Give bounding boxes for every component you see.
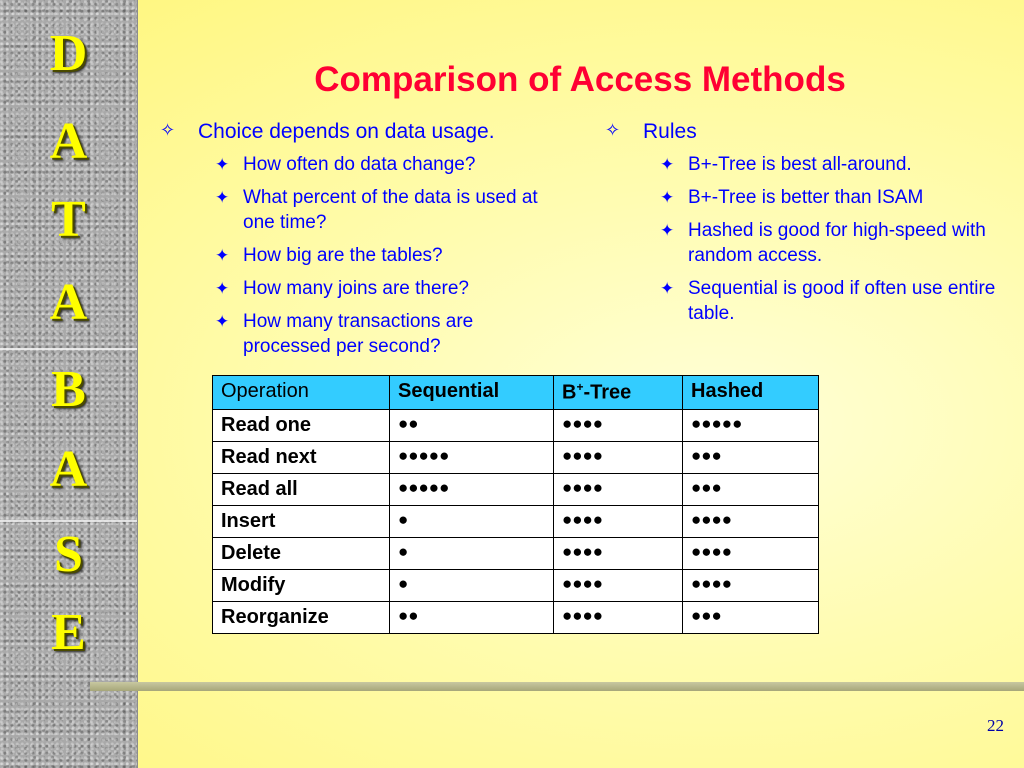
left-column: [160, 120, 560, 367]
cell-operation: Read all: [213, 473, 390, 505]
bullet-text: Hashed is good for high-speed with random access.: [688, 220, 986, 266]
sidebar-letter: D: [49, 25, 88, 82]
bullet-text: How often do data change?: [243, 154, 476, 175]
header-operation: Operation: [213, 376, 390, 410]
right-column: [605, 120, 1005, 334]
cell-sequential-rating: ●●●●●: [390, 441, 554, 473]
table-row: [213, 505, 819, 537]
cell-btree-rating: ●●●●: [554, 409, 683, 441]
four-point-star-icon: ✦: [215, 188, 230, 207]
cell-btree-rating: ●●●●: [554, 441, 683, 473]
table-header-row: [213, 376, 819, 410]
footer-rule: [90, 682, 1024, 691]
sidebar-letter: T: [51, 191, 86, 248]
sidebar: [0, 0, 138, 768]
cell-hashed-rating: ●●●●: [683, 505, 819, 537]
bullet-level1: [605, 120, 1005, 144]
cell-btree-rating: ●●●●: [554, 505, 683, 537]
sidebar-letter: A: [49, 441, 88, 498]
cell-hashed-rating: ●●●●: [683, 537, 819, 569]
cell-hashed-rating: ●●●: [683, 601, 819, 633]
four-point-star-icon: ✦: [215, 279, 230, 298]
cell-sequential-rating: ●●: [390, 601, 554, 633]
sidebar-letter: B: [51, 361, 86, 418]
cell-btree-rating: ●●●●: [554, 601, 683, 633]
table-row: [213, 601, 819, 633]
bullet-text: What percent of the data is used at one time?: [243, 187, 538, 233]
cell-sequential-rating: ●●: [390, 409, 554, 441]
header-hashed: Hashed: [683, 376, 819, 410]
table-row: [213, 569, 819, 601]
bullet-level2: [605, 276, 1003, 326]
bullet-level2: [605, 185, 1003, 210]
cell-sequential-rating: ●: [390, 537, 554, 569]
header-sequential: Sequential: [390, 376, 554, 410]
cell-hashed-rating: ●●●: [683, 441, 819, 473]
bullet-text: Choice depends on data usage.: [198, 120, 495, 143]
table-row: [213, 473, 819, 505]
sidebar-letter: S: [54, 526, 83, 583]
cell-sequential-rating: ●: [390, 505, 554, 537]
bullet-text: B+-Tree is better than ISAM: [688, 187, 924, 208]
header-btree-b: B: [562, 381, 577, 404]
header-btree-sup: +: [576, 380, 584, 394]
four-point-star-icon: ✦: [660, 188, 675, 207]
header-btree-suffix: -Tree: [583, 381, 632, 404]
cell-operation: Read one: [213, 409, 390, 441]
sidebar-letter: A: [49, 113, 88, 170]
cell-sequential-rating: ●: [390, 569, 554, 601]
bullet-level2: [605, 152, 1003, 177]
four-point-star-icon: ✦: [215, 246, 230, 265]
bullet-text: How big are the tables?: [243, 245, 443, 266]
table-row: [213, 441, 819, 473]
four-point-star-outline-icon: ✧: [160, 120, 176, 140]
cell-operation: Read next: [213, 441, 390, 473]
header-btree: [554, 376, 683, 410]
cell-operation: Reorganize: [213, 601, 390, 633]
four-point-star-outline-icon: ✧: [605, 120, 621, 140]
bullet-level2: [160, 309, 543, 359]
cell-hashed-rating: ●●●●●: [683, 409, 819, 441]
bullet-text: Rules: [643, 120, 697, 143]
table-row: [213, 537, 819, 569]
cell-operation: Modify: [213, 569, 390, 601]
cell-sequential-rating: ●●●●●: [390, 473, 554, 505]
cell-btree-rating: ●●●●: [554, 569, 683, 601]
cell-operation: Insert: [213, 505, 390, 537]
cell-hashed-rating: ●●●: [683, 473, 819, 505]
four-point-star-icon: ✦: [215, 312, 230, 331]
cell-btree-rating: ●●●●: [554, 537, 683, 569]
bullet-level2: [160, 152, 543, 177]
bullet-text: Sequential is good if often use entire table.: [688, 278, 996, 324]
comparison-table: [212, 375, 819, 634]
cell-btree-rating: ●●●●: [554, 473, 683, 505]
four-point-star-icon: ✦: [660, 221, 675, 240]
slide-title: Comparison of Access Methods: [314, 60, 846, 99]
bullet-text: How many joins are there?: [243, 278, 469, 299]
cell-operation: Delete: [213, 537, 390, 569]
page-number: 22: [987, 716, 1004, 735]
four-point-star-icon: ✦: [215, 155, 230, 174]
table-row: [213, 409, 819, 441]
four-point-star-icon: ✦: [660, 279, 675, 298]
sidebar-divider: [0, 348, 137, 350]
sidebar-divider: [0, 520, 137, 522]
sidebar-letter: A: [49, 274, 88, 331]
bullet-level1: [160, 120, 560, 144]
bullet-level2: [605, 218, 1003, 268]
bullet-level2: [160, 185, 543, 235]
sidebar-letter: E: [51, 604, 86, 661]
four-point-star-icon: ✦: [660, 155, 675, 174]
bullet-text: How many transactions are processed per second?: [243, 311, 474, 357]
bullet-level2: [160, 243, 543, 268]
bullet-level2: [160, 276, 543, 301]
cell-hashed-rating: ●●●●: [683, 569, 819, 601]
bullet-text: B+-Tree is best all-around.: [688, 154, 912, 175]
